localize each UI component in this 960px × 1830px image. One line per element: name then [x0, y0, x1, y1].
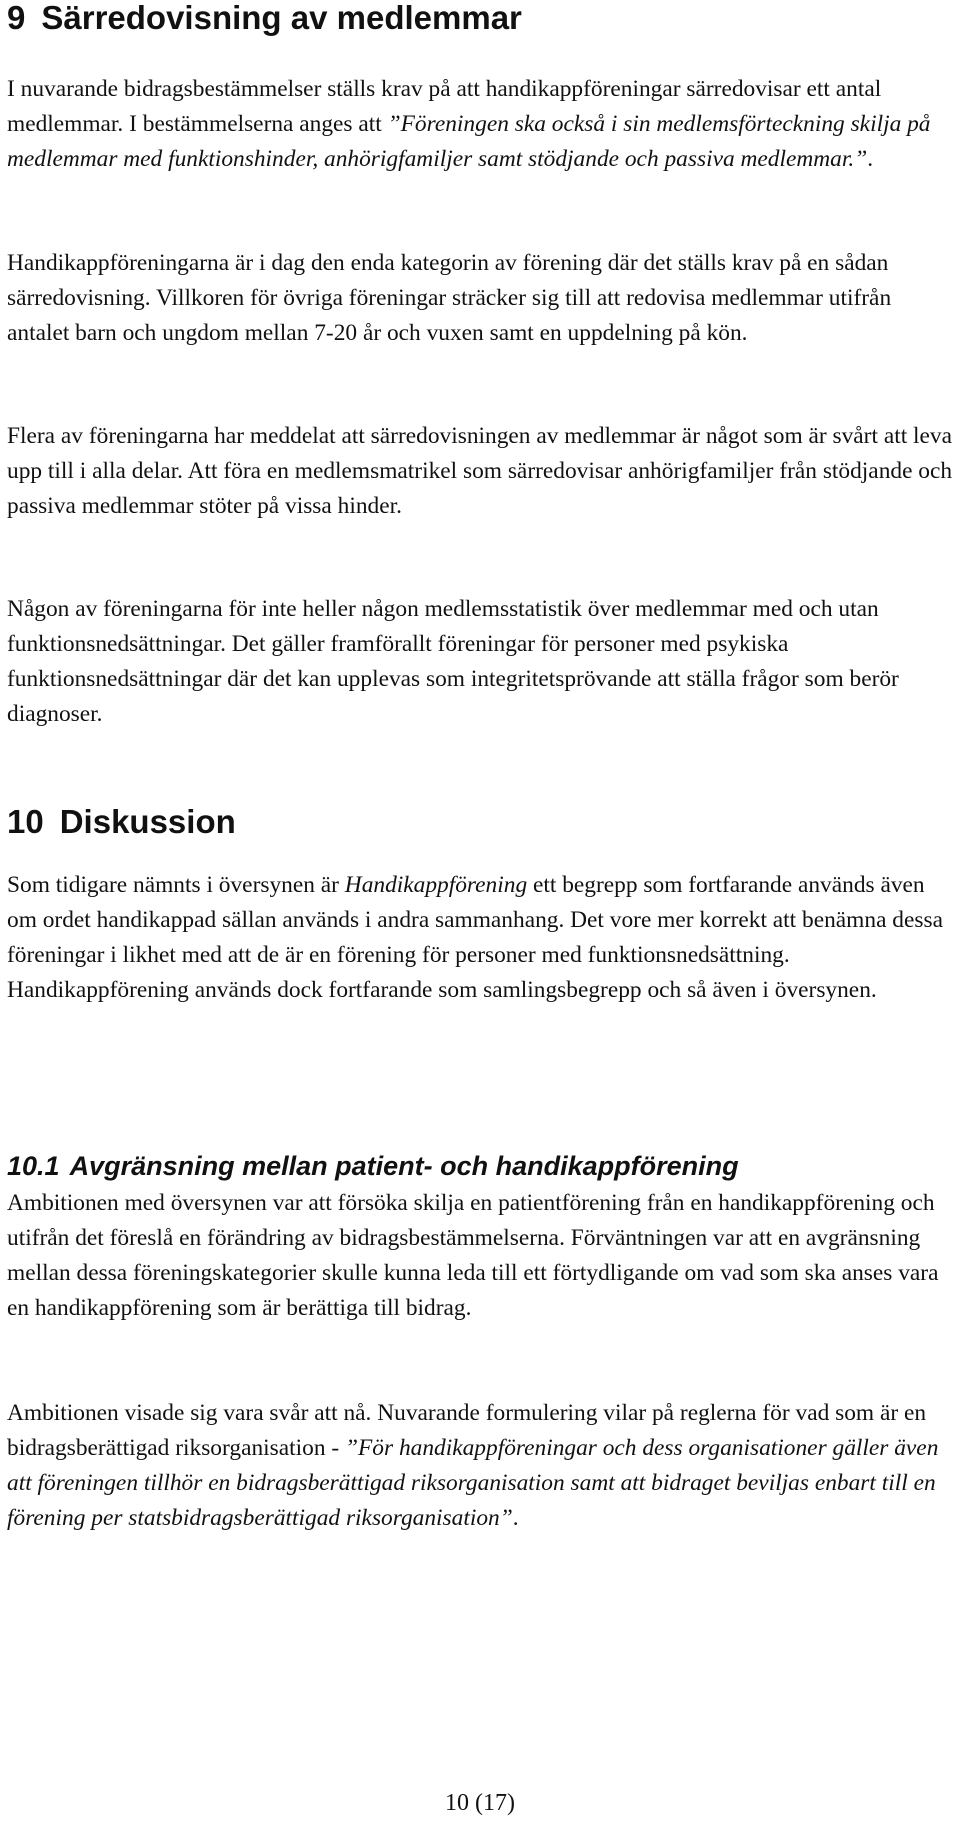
section-9-paragraph-4: Någon av föreningarna för inte heller någon medlemsstatistik över medlemmar med och utan funktionsnedsättningar. Det gäller framförallt föreningar för personer med psykiska funktionsnedsättningar där det kan upplevas som integritetsprövande att ställa frågor som berör diagnoser. — [7, 596, 899, 727]
paragraph-end: . — [512, 1505, 519, 1531]
section-10-1-heading — [7, 1150, 953, 1182]
section-title: Diskussion — [59, 803, 236, 840]
section-10-heading — [7, 804, 953, 840]
section-9-paragraph-1 — [7, 72, 953, 177]
section-10-paragraph-1 — [7, 868, 953, 1008]
page-number: 10 (17) — [445, 1790, 515, 1816]
section-number: 9 — [7, 0, 26, 36]
section-9-paragraph-2: Handikappföreningarna är i dag den enda kategorin av förening där det ställs krav på en sådan särredovisning. Villkoren för övriga föreningar sträcker sig till att redovisa medlemmar utifrån antalet barn och ungdom mellan 7-20 år och vuxen samt en uppdelning på kön. — [7, 250, 892, 346]
section-number: 10 — [7, 803, 44, 840]
section-title: Särredovisning av medlemmar — [41, 0, 522, 36]
paragraph-text: Som tidigare nämnts i översynen är — [7, 872, 345, 898]
section-10-1-paragraph-1: Ambitionen med översynen var att försöka skilja en patientförening från en handikappförening och utifrån det föreslå en förändring av bidragsbestämmelserna. Förväntningen var att en avgränsning mellan dessa föreningskategorier skulle kunna leda till ett förtydligande om vad som ska anses vara en handikappförening som är berättiga till bidrag. — [7, 1190, 939, 1321]
subsection-number: 10.1 — [7, 1151, 60, 1181]
paragraph-text: ett begrepp som fortfarande används även om ordet handikappad sällan används i andra sammanhang. Det vore mer korrekt att benämna dessa föreningar i likhet med att de är en förening för personer med funktionsnedsättning. Handikappförening används dock fortfarande som samlingsbegrepp och så även i översynen. — [7, 872, 943, 1003]
section-9-heading — [7, 0, 953, 36]
paragraph-text: I nuvarande bidragsbestämmelser ställs krav på att handikappföreningar särredovisar ett antal medlemmar. I bestämmelserna anges att — [7, 76, 882, 137]
section-10-1-paragraph-2 — [7, 1396, 953, 1536]
subsection-title: Avgränsning mellan patient- och handikappförening — [69, 1151, 739, 1181]
paragraph-text: Ambitionen visade sig vara svår att nå. Nuvarande formulering vilar på reglerna för vad som är en bidragsberättigad riksorganisation - — [7, 1400, 927, 1461]
quoted-regulation: ”För handikappföreningar och dess organisationer gäller även att föreningen tillhör en bidragsberättigad riksorganisation samt att bidraget beviljas enbart till en förening per statsbidragsberättigad riksorganisation” — [7, 1435, 939, 1531]
section-9-paragraph-3: Flera av föreningarna har meddelat att särredovisningen av medlemmar är något som är svårt att leva upp till i alla delar. Att föra en medlemsmatrikel som särredovisar anhörigfamiljer från stödjande och passiva medlemmar stöter på vissa hinder. — [7, 423, 953, 519]
quoted-regulation: ”Föreningen ska också i sin medlemsförteckning skilja på medlemmar med funktionshinder, anhörigfamiljer samt stödjande och passiva medlemmar.” — [7, 111, 931, 172]
emphasized-term: Handikappförening — [344, 872, 528, 898]
paragraph-end: . — [867, 146, 874, 172]
